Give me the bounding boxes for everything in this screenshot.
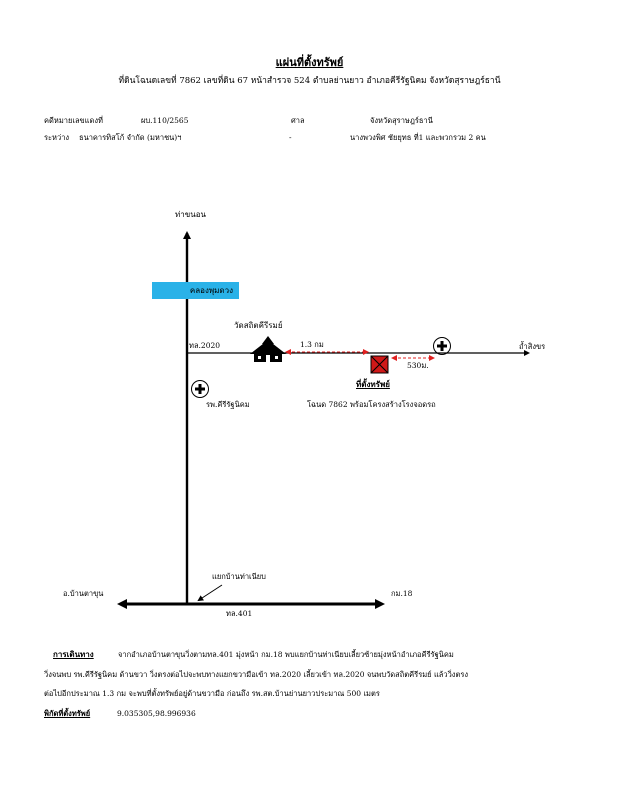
road-401-label: ทล.401 <box>226 609 253 618</box>
coords-label: พิกัดที่ตั้งทรัพย์ <box>44 709 91 718</box>
hospital-cross-icon <box>433 337 451 355</box>
directions-line-2: วิ่งจนพบ รพ.คีรีรัฐนิคม ด้านขวา วิ่งตรงต่อไปจะพบทางแยกขวามือเข้า ทล.2020 เลี้ยวเข้า ทล.2020 จนพบวัดสถิตคีรีรมย์ แล้ววิ่งตรง <box>44 670 469 679</box>
directions-line-3: ต่อไปอีกประมาณ 1.3 กม จะพบที่ตั้งทรัพย์อยู่ด้านขวามือ ก่อนถึง รพ.สต.บ้านย่านยาวประมาณ 500 เมตร <box>44 689 380 698</box>
defendant-name: นางพวงพิศ ชัยยุทธ ที่1 และพวกรวม 2 คน <box>350 133 486 142</box>
case-number-value: ผบ.110/2565 <box>141 116 189 125</box>
road-2020-label: ทล.2020 <box>189 341 221 350</box>
court-label: ศาล <box>291 116 305 125</box>
north-label: ท่าขนอน <box>175 210 206 219</box>
property-label: ที่ตั้งทรัพย์ <box>356 379 390 389</box>
km-label: กม.18 <box>391 589 413 598</box>
temple-icon <box>250 336 286 362</box>
directions-line-1: จากอำเภอบ้านตาขุนวิ่งตามทล.401 มุ่งหน้า กม.18 พบแยกบ้านท่าเนียบเลี้ยวซ้ายมุ่งหน้าอำเภอคีรีรัฐนิคม <box>118 650 454 659</box>
junction-pointer <box>199 585 222 600</box>
property-description: โฉนด 7862 พร้อมโครงสร้างโรงจอดรถ <box>307 400 436 409</box>
distance-2-label: 530ม. <box>407 361 429 370</box>
case-number-label: คดีหมายเลขแดงที่ <box>44 116 103 125</box>
page-subtitle: ที่ดินโฉนดเลขที่ 7862 เลขที่ดิน 67 หน้าสำรวจ 524 ตำบลย่านยาว อำเภอคีรีรัฐนิคม จังหวัดสุราษฎร์ธานี <box>118 76 501 86</box>
road-401-east-arrow <box>375 599 385 609</box>
directions-heading: การเดินทาง <box>53 649 94 659</box>
hospital-cross-icon <box>191 380 209 398</box>
distance-1-label: 1.3 กม <box>300 340 324 349</box>
court-value: จังหวัดสุราษฎร์ธานี <box>370 116 433 125</box>
west-label: อ.บ้านตาขุน <box>63 589 104 598</box>
junction-label: แยกบ้านท่าเนียบ <box>212 572 266 581</box>
plaintiff-name: ธนาคารทิสโก้ จำกัด (มหาชน)ฯ <box>79 133 182 142</box>
hospital-label: รพ.คีรีรัฐนิคม <box>206 400 250 409</box>
east-label: ถ้ำสิงขร <box>519 342 546 351</box>
canal-label: คลองพุมดวง <box>152 282 239 299</box>
party-separator: - <box>289 133 292 142</box>
page-title: แผ่นที่ตั้งทรัพย์ <box>275 56 344 69</box>
road-401-west-arrow <box>117 599 127 609</box>
property-marker-icon <box>371 356 388 373</box>
between-label: ระหว่าง <box>44 133 70 142</box>
temple-label: วัดสถิตคีรีรมย์ <box>234 321 283 330</box>
coords-value: 9.035305,98.996936 <box>117 709 196 718</box>
